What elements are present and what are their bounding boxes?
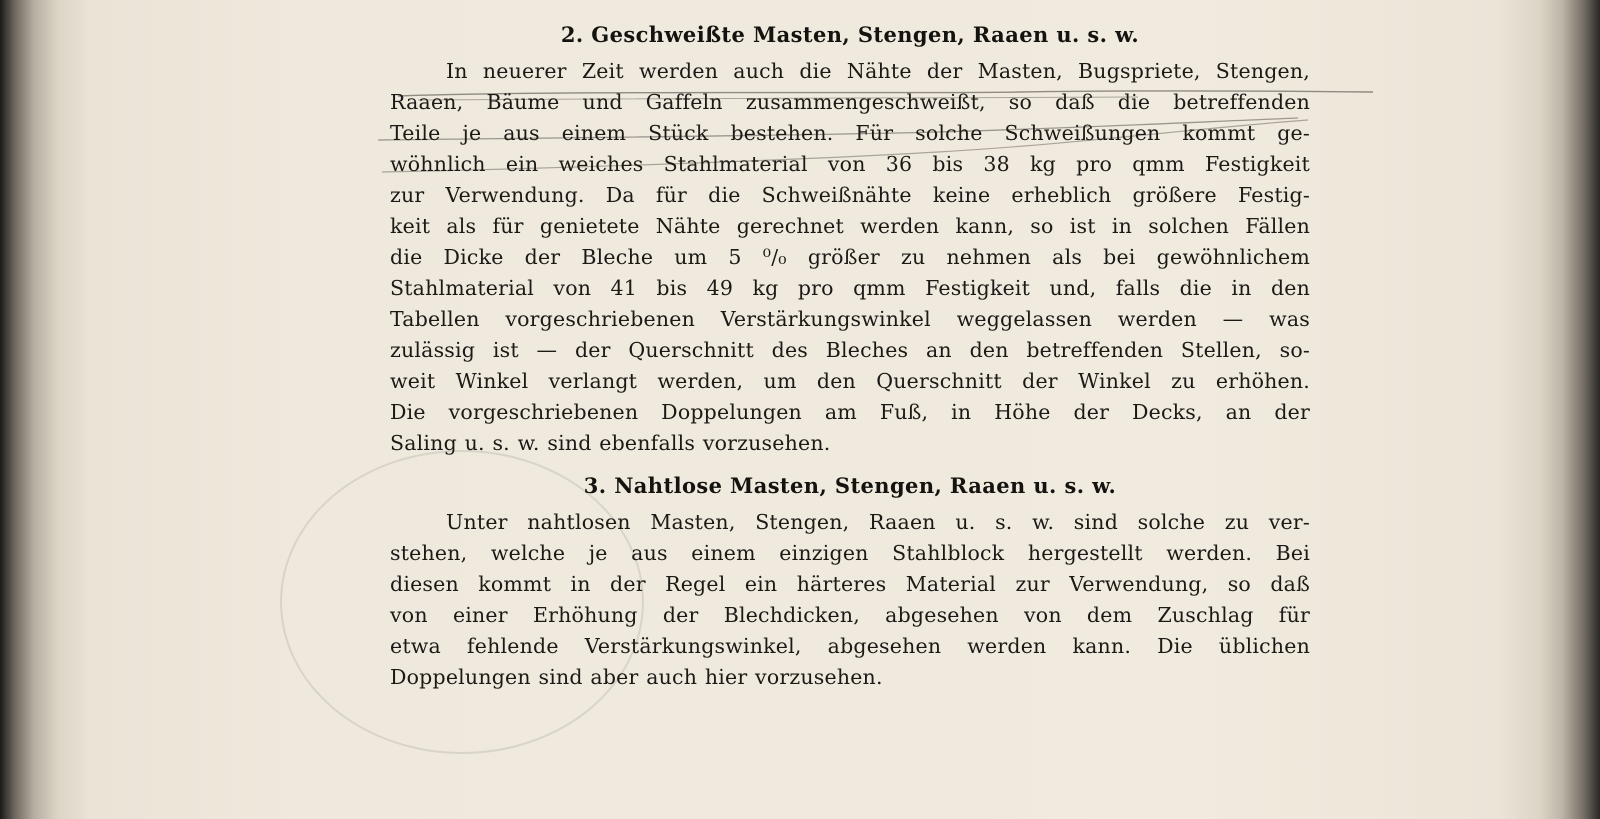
paragraph-line: Stahlmaterial von 41 bis 49 kg pro qmm Festigkeit und, falls die in den — [390, 276, 1310, 300]
paragraph-line: wöhnlich ein weiches Stahlmaterial von 36 bis 38 kg pro qmm Festigkeit — [390, 152, 1310, 176]
paragraph-line: In neuerer Zeit werden auch die Nähte der Masten, Bugspriete, Stengen, — [446, 59, 1310, 83]
paragraph-line: die Dicke der Bleche um 5 ⁰/₀ größer zu nehmen als bei gewöhnlichem — [390, 245, 1310, 269]
paragraph-line: Saling u. s. w. sind ebenfalls vorzusehen. — [390, 431, 831, 455]
paragraph-line: Teile je aus einem Stück bestehen. Für solche Schweißungen kommt ge- — [390, 121, 1310, 145]
paragraph-line: zur Verwendung. Da für die Schweißnähte keine erheblich größere Festig- — [390, 183, 1310, 207]
paragraph-line: etwa fehlende Verstärkungswinkel, abgesehen werden kann. Die üblichen — [390, 634, 1310, 658]
section-2-paragraph — [390, 56, 1310, 459]
paragraph-line: Doppelungen sind aber auch hier vorzusehen. — [390, 665, 883, 689]
section-2-heading: 2. Geschweißte Masten, Stengen, Raaen u. s. w. — [560, 22, 1140, 47]
paragraph-line: stehen, welche je aus einem einzigen Stahlblock hergestellt werden. Bei — [390, 541, 1310, 565]
paragraph-line: zulässig ist — der Querschnitt des Bleches an den betreffenden Stellen, so- — [390, 338, 1310, 362]
text-page — [390, 18, 1310, 693]
paragraph-line: Unter nahtlosen Masten, Stengen, Raaen u. s. w. sind solche zu ver- — [446, 510, 1310, 534]
section-3-paragraph — [390, 507, 1310, 693]
section-3-heading: 3. Nahtlose Masten, Stengen, Raaen u. s. w. — [583, 473, 1117, 498]
paragraph-line: weit Winkel verlangt werden, um den Querschnitt der Winkel zu erhöhen. — [390, 369, 1310, 393]
paragraph-line: diesen kommt in der Regel ein härteres Material zur Verwendung, so daß — [390, 572, 1310, 596]
paragraph-line: von einer Erhöhung der Blechdicken, abgesehen von dem Zuschlag für — [390, 603, 1310, 627]
paragraph-line: Die vorgeschriebenen Doppelungen am Fuß, in Höhe der Decks, an der — [390, 400, 1310, 424]
paragraph-line: Raaen, Bäume und Gaffeln zusammengeschweißt, so daß die betreffenden — [390, 90, 1310, 114]
paragraph-line: Tabellen vorgeschriebenen Verstärkungswinkel weggelassen werden — was — [390, 307, 1310, 331]
paragraph-line: keit als für genietete Nähte gerechnet werden kann, so ist in solchen Fällen — [390, 214, 1310, 238]
